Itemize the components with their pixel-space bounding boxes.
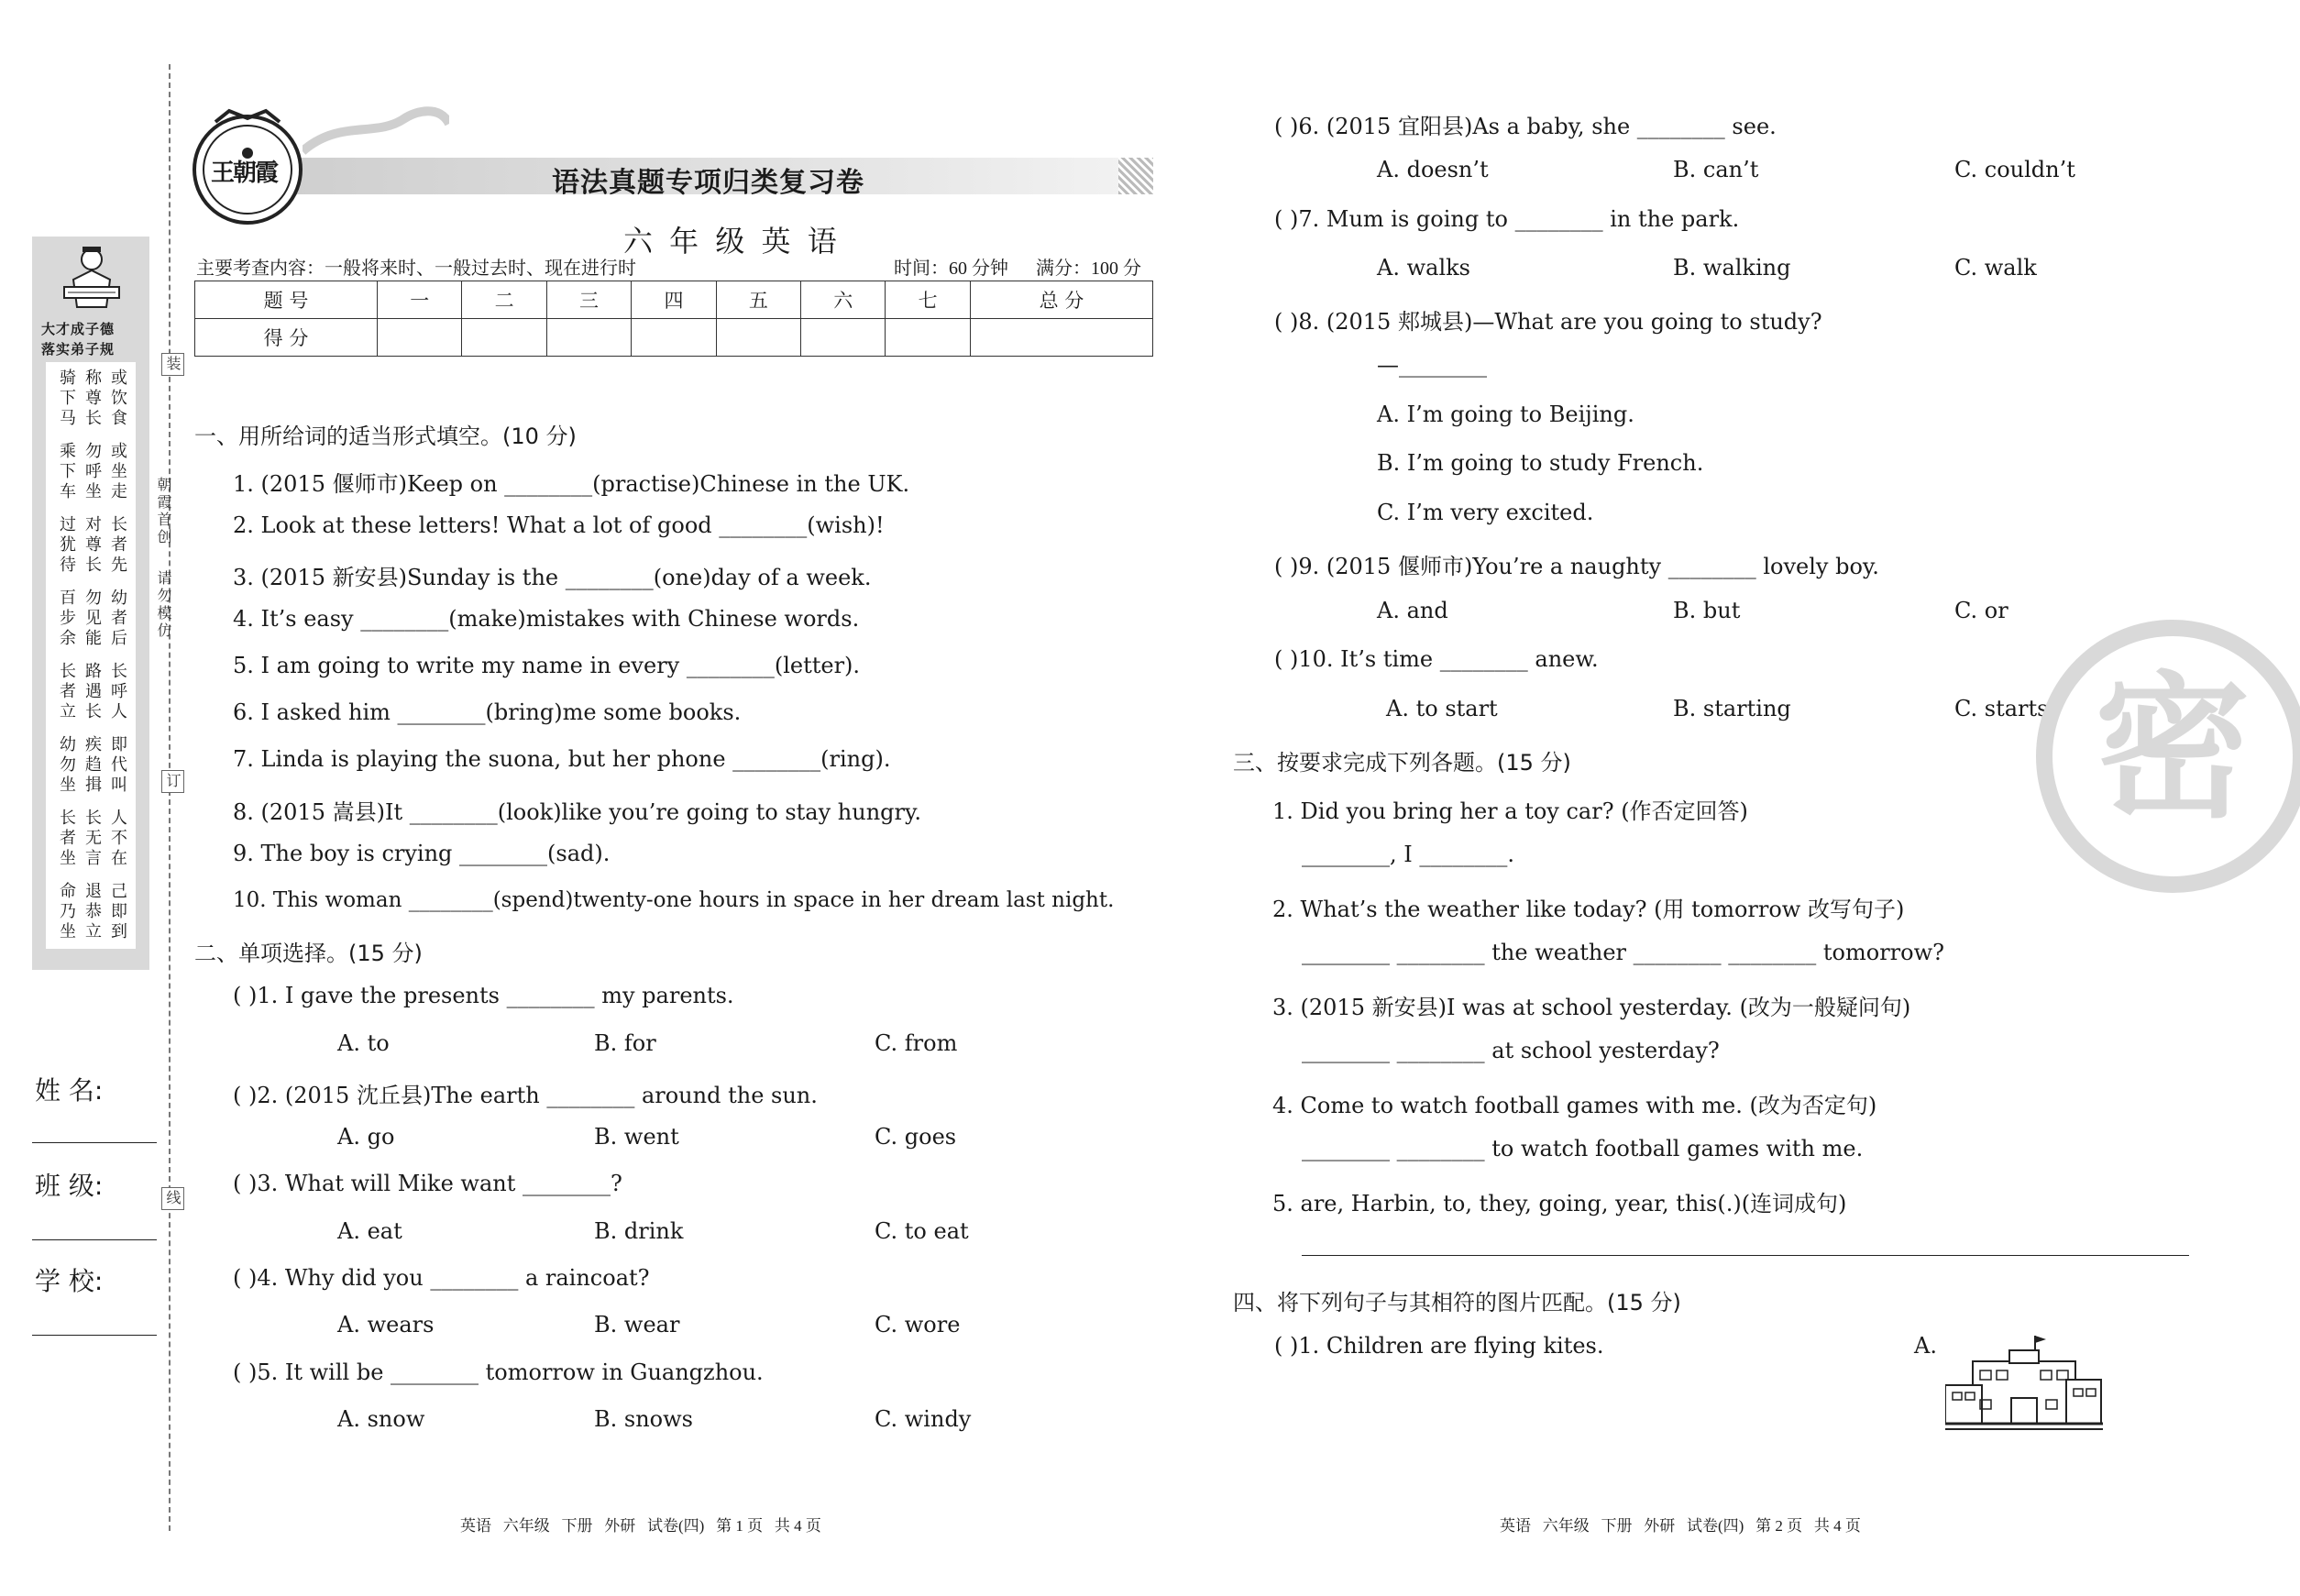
rule-column: 百步余 bbox=[57, 589, 76, 649]
mc-option-a[interactable]: A. go bbox=[337, 1124, 395, 1150]
section-3-answer[interactable]: ________ ________ the weather ________ ________ tomorrow? bbox=[1302, 940, 1945, 965]
mc-question: ( )6. (2015 宜阳县)As a baby, she ________ see. bbox=[1274, 114, 1777, 139]
cut-mark-1: 装 bbox=[161, 353, 184, 376]
mc-option-a[interactable]: A. wears bbox=[337, 1312, 435, 1337]
rule-column: 疾趋揖 bbox=[83, 735, 102, 796]
section-2-title: 二、单项选择。(15 分) bbox=[194, 941, 423, 966]
score-table-cell: 六 bbox=[801, 281, 886, 319]
page-footer-right: 英语 六年级 下册 外研 试卷(四) 第 2 页 共 4 页 bbox=[1500, 1517, 1861, 1535]
name-label: 姓 名: bbox=[35, 1075, 104, 1106]
mc-option-b[interactable]: B. went bbox=[594, 1124, 679, 1150]
school-field[interactable] bbox=[32, 1333, 157, 1336]
mc-question: ( )5. It will be ________ tomorrow in Guangzhou. bbox=[233, 1359, 764, 1385]
section-1-item: 4. It’s easy ________(make)mistakes with Chinese words. bbox=[233, 606, 860, 632]
score-input-cell[interactable] bbox=[970, 319, 1152, 357]
section-3-line: 4. Come to watch football games with me. (改为否定句) bbox=[1272, 1093, 1877, 1118]
score-input-cell[interactable] bbox=[546, 319, 631, 357]
section-3-line: 5. are, Harbin, to, they, going, year, this(.)(连词成句) bbox=[1272, 1191, 1847, 1216]
rule-column: 长无言 bbox=[83, 809, 102, 869]
mc-question: ( )4. Why did you ________ a raincoat? bbox=[233, 1265, 650, 1291]
exam-series-title: 语法真题专项归类复习卷 bbox=[552, 167, 864, 199]
rule-column: 长呼人 bbox=[108, 662, 127, 722]
section-1-item: 5. I am going to write my name in every ________(letter). bbox=[233, 653, 861, 678]
mc-option-a[interactable]: A. snow bbox=[337, 1406, 425, 1432]
score-table-cell: 总 分 bbox=[970, 281, 1152, 319]
mc-question: ( )7. Mum is going to ________ in the park. bbox=[1274, 206, 1740, 232]
cut-mark-2: 订 bbox=[161, 770, 184, 793]
rule-column: 长者立 bbox=[57, 662, 76, 722]
mc-question: ( )3. What will Mike want ________? bbox=[233, 1171, 622, 1196]
section-3-line: 3. (2015 新安县)I was at school yesterday. (改为一般疑问句) bbox=[1272, 995, 1911, 1020]
score-table-cell: 一 bbox=[378, 281, 462, 319]
school-label: 学 校: bbox=[35, 1266, 104, 1296]
section-1-title: 一、用所给词的适当形式填空。(10 分) bbox=[194, 424, 577, 449]
mc-question: ( )2. (2015 沈丘县)The earth ________ around the sun. bbox=[233, 1083, 818, 1108]
section-3-answer[interactable]: ________ ________ to watch football games with me. bbox=[1302, 1136, 1864, 1161]
rule-column: 或坐走 bbox=[108, 442, 127, 502]
mc-option-b[interactable]: B. but bbox=[1673, 598, 1741, 623]
rule-column: 过犹待 bbox=[57, 515, 76, 576]
vertical-note-2: 请勿模仿 bbox=[155, 570, 172, 640]
mc-option-c[interactable]: C. I’m very excited. bbox=[1377, 500, 1594, 525]
mc-question: ( )1. I gave the presents ________ my parents. bbox=[233, 983, 734, 1008]
logo-text: 王朝霞 bbox=[211, 160, 278, 187]
score-input-cell[interactable] bbox=[462, 319, 546, 357]
sidebar-slogan-2: 落实弟子规 bbox=[41, 341, 116, 358]
mc-option-a[interactable]: A. walks bbox=[1377, 255, 1470, 281]
mc-option-a[interactable]: A. doesn’t bbox=[1377, 157, 1489, 182]
section-1-item: 10. This woman ________(spend)twenty-one hours in space in her dream last night. bbox=[233, 888, 1115, 912]
class-label: 班 级: bbox=[35, 1171, 104, 1201]
banner-pattern bbox=[1118, 158, 1153, 194]
rule-column: 人不在 bbox=[108, 809, 127, 869]
mc-option-b[interactable]: B. for bbox=[594, 1030, 656, 1056]
name-field[interactable] bbox=[32, 1140, 157, 1143]
rule-column: 长者坐 bbox=[57, 809, 76, 869]
section-3-answer[interactable]: ________, I ________. bbox=[1302, 842, 1514, 867]
sidebar-slogan-1: 大才成子德 bbox=[41, 321, 116, 337]
score-input-cell[interactable] bbox=[378, 319, 462, 357]
rule-column: 勿见能 bbox=[83, 589, 102, 649]
section-3-line: 1. Did you bring her a toy car? (作否定回答) bbox=[1272, 798, 1748, 824]
picture-option-label: A. bbox=[1914, 1333, 1937, 1359]
section-1-item: 7. Linda is playing the suona, but her phone ________(ring). bbox=[233, 746, 891, 772]
rule-column: 路遇长 bbox=[83, 662, 102, 722]
mc-option-b[interactable]: B. wear bbox=[594, 1312, 680, 1337]
rule-column: 幼勿坐 bbox=[57, 735, 76, 796]
rule-column: 骑下马 bbox=[57, 369, 76, 429]
exam-time: 时间：60 分钟 bbox=[894, 259, 1008, 279]
rule-column: 勿呼坐 bbox=[83, 442, 102, 502]
mc-option-a[interactable]: A. to start bbox=[1386, 696, 1498, 721]
exam-full-score: 满分：100 分 bbox=[1036, 259, 1141, 279]
mc-option-b[interactable]: B. drink bbox=[594, 1218, 684, 1244]
mc-option-b[interactable]: B. starting bbox=[1673, 696, 1791, 721]
ribbon-decoration-icon bbox=[303, 101, 449, 156]
mc-option-a[interactable]: A. and bbox=[1377, 598, 1448, 623]
score-table-cell: 得 分 bbox=[195, 319, 378, 357]
mc-option-c[interactable]: C. windy bbox=[875, 1406, 972, 1432]
mc-option-c[interactable]: C. to eat bbox=[875, 1218, 969, 1244]
subject-title: 六 年 级 英 语 bbox=[623, 224, 841, 259]
cut-mark-3: 线 bbox=[161, 1187, 184, 1210]
section-1-item: 3. (2015 新安县)Sunday is the ________(one)day of a week. bbox=[233, 565, 872, 590]
score-table-cell: 五 bbox=[716, 281, 800, 319]
score-table-cell: 二 bbox=[462, 281, 546, 319]
mc-question: ( )8. (2015 郏城县)—What are you going to study? bbox=[1274, 309, 1822, 335]
mc-option-c[interactable]: C. or bbox=[1954, 598, 2008, 623]
mc-option-c[interactable]: C. wore bbox=[875, 1312, 961, 1337]
section-1-item: 2. Look at these letters! What a lot of good ________(wish)! bbox=[233, 512, 885, 538]
mc-option-a[interactable]: A. I’m going to Beijing. bbox=[1377, 402, 1634, 427]
mc-option-b[interactable]: B. can’t bbox=[1673, 157, 1759, 182]
score-input-cell[interactable] bbox=[716, 319, 800, 357]
rule-column: 乘下车 bbox=[57, 442, 76, 502]
mc-option-b[interactable]: B. I’m going to study French. bbox=[1377, 450, 1704, 476]
section-1-item: 6. I asked him ________(bring)me some books. bbox=[233, 699, 742, 725]
section-1-item: 1. (2015 偃师市)Keep on ________(practise)Chinese in the UK. bbox=[233, 471, 910, 497]
rule-column: 或饮食 bbox=[108, 369, 127, 429]
rule-column: 对尊长 bbox=[83, 515, 102, 576]
mc-answer-blank[interactable]: —________ bbox=[1377, 352, 1487, 378]
rule-column: 幼者后 bbox=[108, 589, 127, 649]
section-3-title: 三、按要求完成下列各题。(15 分) bbox=[1233, 750, 1571, 776]
rule-column: 命乃坐 bbox=[57, 882, 76, 942]
section-1-item: 8. (2015 嵩县)It ________(look)like you’re going to stay hungry. bbox=[233, 799, 922, 825]
mc-option-a[interactable]: A. to bbox=[337, 1030, 390, 1056]
class-field[interactable] bbox=[32, 1238, 157, 1240]
school-building-icon bbox=[1945, 1334, 2103, 1433]
watermark-char: 密 bbox=[2094, 658, 2251, 840]
mc-option-c[interactable]: C. goes bbox=[875, 1124, 957, 1150]
mc-question: ( )9. (2015 偃师市)You’re a naughty ________ lovely boy. bbox=[1274, 554, 1879, 579]
mc-option-c[interactable]: C. walk bbox=[1954, 255, 2037, 281]
score-table-cell: 四 bbox=[632, 281, 716, 319]
score-table bbox=[194, 281, 1153, 357]
score-table-cell: 七 bbox=[886, 281, 970, 319]
score-table-score-row bbox=[195, 319, 1153, 357]
score-table-cell: 题 号 bbox=[195, 281, 378, 319]
section-4-title: 四、将下列句子与其相符的图片匹配。(15 分) bbox=[1233, 1290, 1681, 1315]
rule-column: 己即到 bbox=[108, 882, 127, 942]
score-input-cell[interactable] bbox=[801, 319, 886, 357]
section-3-answer-line[interactable] bbox=[1302, 1254, 2189, 1256]
mc-option-c[interactable]: C. from bbox=[875, 1030, 958, 1056]
rule-column: 长者先 bbox=[108, 515, 127, 576]
section-1-item: 9. The boy is crying ________(sad). bbox=[233, 841, 611, 866]
match-item: ( )1. Children are flying kites. bbox=[1274, 1333, 1604, 1359]
score-input-cell[interactable] bbox=[632, 319, 716, 357]
mc-option-a[interactable]: A. eat bbox=[337, 1218, 402, 1244]
section-3-answer[interactable]: ________ ________ at school yesterday? bbox=[1302, 1038, 1720, 1063]
section-3-line: 2. What’s the weather like today? (用 tomorrow 改写句子) bbox=[1272, 897, 1905, 922]
rule-column: 退恭立 bbox=[83, 882, 102, 942]
mc-question: ( )10. It’s time ________ anew. bbox=[1274, 646, 1599, 672]
vertical-note-1: 朝霞首创 bbox=[155, 477, 172, 546]
score-table-cell: 三 bbox=[546, 281, 631, 319]
rule-column: 即代叫 bbox=[108, 735, 127, 796]
mc-option-c[interactable]: C. starts bbox=[1954, 696, 2049, 721]
secret-watermark-seal bbox=[2026, 619, 2300, 894]
rule-column: 称尊长 bbox=[83, 369, 102, 429]
exam-scope: 主要考查内容：一般将来时、一般过去时、现在进行时 bbox=[196, 259, 636, 279]
mc-option-b[interactable]: B. snows bbox=[594, 1406, 693, 1432]
page-footer-left: 英语 六年级 下册 外研 试卷(四) 第 1 页 共 4 页 bbox=[460, 1517, 821, 1535]
mc-option-c[interactable]: C. couldn’t bbox=[1954, 157, 2075, 182]
score-input-cell[interactable] bbox=[886, 319, 970, 357]
scholar-figure-icon bbox=[46, 243, 138, 316]
score-table-header-row bbox=[195, 281, 1153, 319]
mc-option-b[interactable]: B. walking bbox=[1673, 255, 1791, 281]
binding-cut-line bbox=[169, 64, 171, 1531]
